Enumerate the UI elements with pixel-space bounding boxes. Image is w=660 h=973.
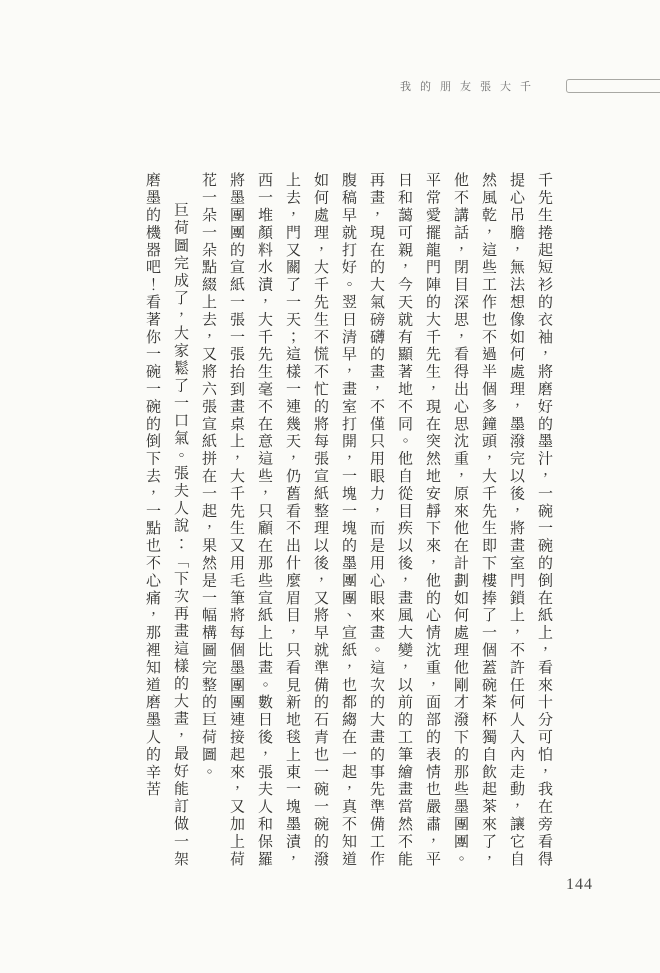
header-ornament-box xyxy=(566,79,660,93)
page-body-text xyxy=(138,172,558,868)
running-head-title: 我的朋友張大千 xyxy=(400,81,540,93)
paragraph: 千先生捲起短衫的衣袖，將磨好的墨汁，一碗一碗的倒在紙上，看來十分可怕，我在旁看得提心吊膽，無法想像如何處理，墨潑完以後，將畫室門鎖上，不許任何人入內走動，讓它自然風乾，這些工作也不過半個多鐘頭，大千先生即下樓捧了一個蓋碗茶杯獨自飲起茶來了，他不講話，閉目深思，看得出心思沈重，原來他在計劃如何處理他剛才潑下的那些墨團團。平常愛擺龍門陣的大千先生，現在突然地安靜下來，他的心情沈重，面部的表情也嚴肅，平日和藹可親，今天就有顯著地不同。他自從目疾以後，畫風大變，以前的工筆繪畫當然不能再畫，現在的大氣磅礴的畫，不僅只用眼力，而是用心眼來畫。這次的大畫的事先準備工作腹稿早就打好。翌日清早，畫室打開，一塊一塊的墨團團、宣紙，也都縐在一起，真不知道如何處理，大千先生不慌不忙的將每張宣紙整理以後，又將早就準備的石青也一碗一碗的潑上去，門又關了一天；這樣一連幾天，仍舊看不出什麼眉目，只看見新地毯上東一塊墨漬，西一堆顏料水漬，大千先生毫不在意這些，只顧在那些宣紙上比畫。數日後，張夫人和保羅將墨團團的宣紙一張一張抬到畫桌上，大千先生又用毛筆將每個墨團團連接起來，又加上荷花一朵一朵點綴上去，又將六張宣紙拼在一起，果然是一幅構圖完整的巨荷圖。 xyxy=(200,172,552,868)
paragraph: 巨荷圖完成了，大家鬆了一口氣。張夫人說：「下次再畫這樣的大畫，最好能訂做一架磨墨的機器吧！看著你一碗一碗的倒下去，一點也不心痛，那裡知道磨墨人的辛苦 xyxy=(144,172,188,868)
page-number: 144 xyxy=(566,876,593,893)
